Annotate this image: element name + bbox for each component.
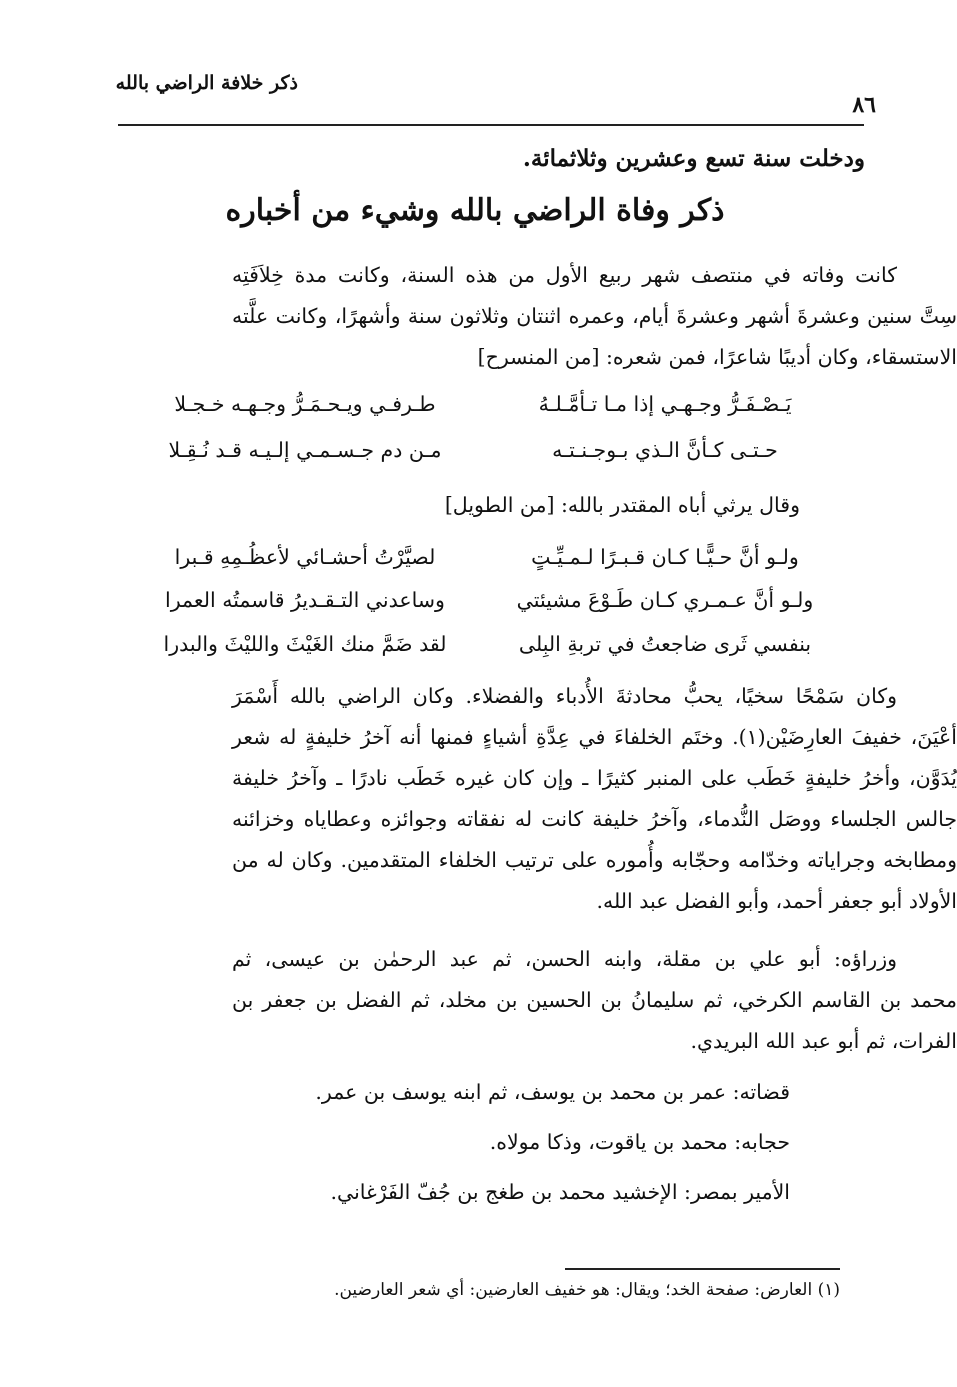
poem-hemistich-first: ولـو أنَّ عـمـري كـان طَـوْعَ مشيئتي <box>516 588 814 612</box>
poem-hemistich-second: لصيَّرْتُ أحشـائي لأعظُـمِهِ قـبرا <box>174 545 436 569</box>
text-line: كانت وفاته في منتصف شهر ربيع الأول من هذه السنة، وكانت مدة خِلاَفَتِه <box>232 263 897 287</box>
text-line: أعْيَنَ، خفيفَ العارِضَيْن(١). وختَم الخلفاءَ في عِدَّةِ أشياءٍ فمنها أنه آخرُ خليفةٍ له شعر <box>232 725 957 749</box>
section-heading: ذكر وفاة الراضي بالله وشيء من أخباره <box>225 193 725 228</box>
page-number: ٨٦ <box>852 92 876 118</box>
text-line: جالس الجلساء ووصَل النُّدماء، وآخرُ خليفة كانت له نفقاته وجوائزه وعطاياه وخزائنه <box>232 807 957 831</box>
paragraph-character <box>232 676 957 922</box>
poem-hemistich-second: لقد ضَمَّ منك الغَيْثَ والليْثَ والبدرا <box>163 632 447 656</box>
chamberlains-line: حجابه: محمد بن ياقوت، وذكا مولاه. <box>489 1130 790 1154</box>
paragraph-viziers <box>232 939 957 1062</box>
judges-line: قضاته: عمر بن محمد بن يوسف، ثم ابنه يوسف بن عمر. <box>315 1080 790 1104</box>
text-line: الفرات، ثم أبو عبد الله البريدي. <box>690 1029 957 1053</box>
text-line: الاستسقاء، وكان أديبًا شاعرًا، فمن شعره: [من المنسرح] <box>477 345 957 369</box>
running-title: ذكر خلافة الراضي بالله <box>115 72 298 94</box>
year-line: ودخلت سنة تسع وعشرين وثلاثمائة. <box>522 145 865 172</box>
footnote: (١) العارض: صفحة الخد؛ ويقال: هو خفيف العارضين: أي شعر العارضين. <box>334 1280 840 1300</box>
poem-hemistich-second: مـن دم جـسـمـي إلـيـه قـد نُـقِـلا <box>168 438 442 462</box>
poem-hemistich-first: يَـصْـفَـرُّ وجـهـي إذا مـا تـأمَّـلـهُ <box>538 392 792 416</box>
text-line: وكان سَمْحًا سخيًا، يحبُّ محادثةَ الأُدباء والفضلاء. وكان الراضي بالله أَسْمَرَ <box>232 684 897 708</box>
text-line: وزراؤه: أبو علي بن مقلة، وابنه الحسن، ثم عبد الرحمٰن بن عيسى، ثم <box>232 947 897 971</box>
poem-hemistich-first: حـتـى كـأنَّ الـذي بـوجـنـتـه <box>552 438 778 462</box>
text-line: ومطابخه وجراياته وخدّامه وحجّابه وأُموره على ترتيب الخلفاء المتقدمين. وكان له من <box>232 848 957 872</box>
poem-hemistich-second: طـرفـي ويـحـمَـرُّ وجـهـه خـجـلا <box>174 392 436 416</box>
paragraph-death <box>232 255 957 378</box>
egypt-governor-line: الأمير بمصر: الإخشيد محمد بن طغج بن جُفّ الفَرْغاني. <box>330 1180 790 1204</box>
elegy-intro: وقال يرثي أباه المقتدر بالله: [من الطويل] <box>444 493 800 517</box>
text-line: الأولاد أبو جعفر أحمد، وأبو الفضل عبد الله. <box>596 889 957 913</box>
footnote-divider <box>565 1268 840 1270</box>
header-divider <box>118 124 864 126</box>
poem-hemistich-first: ولـو أنَّ حـيًّـا كـان قـبـرًا لـمـيِّـتٍ <box>531 545 799 569</box>
poem-hemistich-first: بنفسي ثَرى ضاجعتُ في تربةِ البِلى <box>518 632 812 656</box>
text-line: يُدَوَّن، وأخرُ خليفةٍ خَطَب على المنبر كثيرًا ـ وإن كان غيره خَطَب نادرًا ـ وآخرُ خليفة <box>232 766 957 790</box>
text-line: محمد بن القاسم الكرخي، ثم سليمانُ بن الحسين بن مخلد، ثم الفضل بن جعفر بن <box>232 988 957 1012</box>
poem-hemistich-second: وساعدني التـقـديرُ قاسمتُه العمرا <box>165 588 445 612</box>
text-line: سِتَّ سنين وعشرةَ أشهر وعشرةَ أيام، وعمره اثنتان وثلاثون سنة وأشهرًا، وكانت علَّته <box>232 304 957 328</box>
